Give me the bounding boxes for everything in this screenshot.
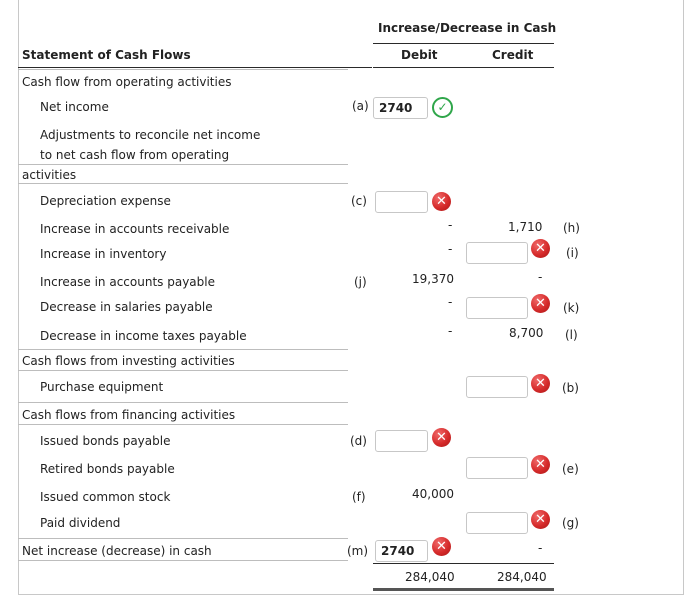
row-label-bonds-issued: Issued bonds payable [40,434,171,448]
financing-rule-bottom [18,424,348,425]
net-rule-bottom [18,560,348,561]
statement-frame [18,0,684,595]
row-label-common-stock: Issued common stock [40,490,171,504]
code-i: (i) [566,246,579,260]
row-label-net-change: Net increase (decrease) in cash [22,544,212,558]
section-operating: Cash flow from operating activities [22,75,232,89]
adjustments-rule [18,164,348,165]
statement-title: Statement of Cash Flows [22,48,191,62]
code-g: (g) [562,516,579,530]
code-d: (d) [350,434,367,448]
ap-credit-dash: - [538,270,543,284]
inventory-credit-input[interactable] [466,242,528,264]
x-circle-icon: ✕ [531,510,550,529]
total-credit: 284,040 [497,570,547,584]
total-debit: 284,040 [405,570,455,584]
investing-rule-bottom [18,370,348,371]
header-rule [373,43,554,44]
taxes-debit-dash: - [448,324,453,338]
row-label-income-taxes: Decrease in income taxes payable [40,329,247,343]
debit-header: Debit [401,48,438,62]
code-e: (e) [562,462,579,476]
title-rule [18,67,372,68]
dividend-credit-input[interactable] [466,512,528,534]
section-financing: Cash flows from financing activities [22,408,236,422]
x-circle-icon: ✕ [531,294,550,313]
code-l: (l) [565,328,578,342]
net-income-debit-input[interactable] [373,97,428,119]
row-label-net-income: Net income [40,100,109,114]
net-change-debit-input[interactable] [375,540,428,562]
double-underline [373,588,554,591]
row-label-depreciation: Depreciation expense [40,194,171,208]
net-change-credit-dash: - [538,541,543,555]
totals-rule [373,563,554,564]
x-circle-icon: ✕ [531,374,550,393]
x-circle-icon: ✕ [531,239,550,258]
ar-debit-dash: - [448,218,453,232]
code-m: (m) [347,544,369,558]
salaries-credit-input[interactable] [466,297,528,319]
code-c: (c) [351,194,367,208]
bonds-issued-debit-input[interactable] [375,430,428,452]
x-circle-icon: ✕ [432,537,451,556]
ap-debit-value: 19,370 [412,272,454,286]
credit-header: Credit [492,48,534,62]
row-label-accounts-payable: Increase in accounts payable [40,275,215,289]
depreciation-debit-input[interactable] [375,191,428,213]
taxes-credit-value: 8,700 [509,326,544,340]
x-circle-icon: ✕ [432,192,451,211]
stock-debit-value: 40,000 [412,487,454,501]
salaries-debit-dash: - [448,295,453,309]
row-label-equipment: Purchase equipment [40,380,164,394]
equipment-credit-input[interactable] [466,376,528,398]
inventory-debit-dash: - [448,242,453,256]
row-label-salaries: Decrease in salaries payable [40,300,213,314]
financing-rule-top [18,402,348,403]
adjustments-line-1: Adjustments to reconcile net income [40,128,261,142]
net-rule-top [18,538,348,539]
section-rule [18,69,348,70]
adjustments-line-3: activities [22,168,77,182]
row-label-accounts-receivable: Increase in accounts receivable [40,222,230,236]
code-b: (b) [562,381,579,395]
code-j: (j) [354,275,367,289]
adjustments-line-2: to net cash flow from operating [40,148,230,162]
code-f: (f) [352,490,366,504]
code-k: (k) [563,301,580,315]
adjustments-rule-bottom [18,183,348,184]
check-circle-icon: ✓ [432,97,453,118]
section-investing: Cash flows from investing activities [22,354,235,368]
investing-rule-top [18,349,348,350]
code-a: (a) [352,99,369,113]
column-group-title: Increase/Decrease in Cash [378,21,557,35]
code-h: (h) [563,221,580,235]
bonds-retired-credit-input[interactable] [466,457,528,479]
x-circle-icon: ✕ [432,428,451,447]
ar-credit-value: 1,710 [508,220,543,234]
column-rule [373,67,554,68]
row-label-bonds-retired: Retired bonds payable [40,462,175,476]
x-circle-icon: ✕ [531,455,550,474]
row-label-inventory: Increase in inventory [40,247,167,261]
row-label-dividend: Paid dividend [40,516,121,530]
